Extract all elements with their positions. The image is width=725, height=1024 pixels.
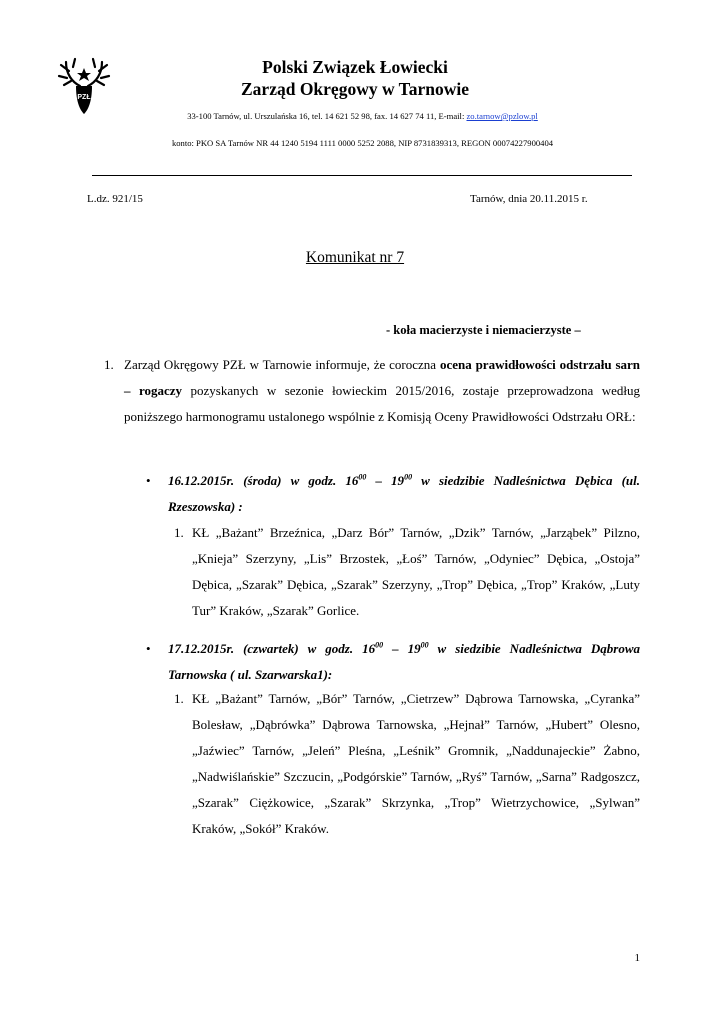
session-heading: 17.12.2015r. (czwartek) w godz. $16^{00} - 19^{00}$ w siedzibie Nadleśnictwa Dąbrowa Tarnowska ( ul. Szarwarska1):: [168, 640, 641, 682]
page-number: 1: [634, 952, 640, 964]
contact-address: [90, 110, 635, 122]
bullet-icon: •: [146, 473, 151, 488]
list-item-number: 1.: [174, 691, 184, 706]
pzl-antler-emblem-icon: [56, 56, 112, 116]
organization-name-line-2: Zarząd Okręgowy w Tarnowie: [241, 79, 469, 99]
organization-name: [200, 56, 510, 100]
organization-name-line-1: Polski Związek Łowiecki: [262, 57, 448, 77]
document-date: Tarnów, dnia 20.11.2015 r.: [470, 193, 588, 205]
intro-bold-phrase: ocena prawidłowości odstrzału sarn – rogaczy: [124, 357, 641, 398]
paragraph-number: 1.: [104, 357, 114, 372]
session-heading: 16.12.2015r. (środa) w godz. $16^{00} - 19^{00}$ w siedzibie Nadleśnictwa Dębica (ul. Rzeszowska) :: [168, 472, 640, 514]
email-link[interactable]: zo.tarnow@pzlow.pl: [466, 111, 538, 121]
svg-text:PZŁ: PZŁ: [77, 94, 91, 101]
header-divider: [92, 175, 632, 176]
reference-number: L.dz. 921/15: [87, 193, 143, 205]
list-item: KŁ „Bażant” Brzeźnica, „Darz Bór” Tarnów, „Dzik” Tarnów, „Jarząbek” Pilzno, „Knieja” Szerzyny, „Lis” Brzostek, „Łoś” Tarnów, „Odyniec” Dębica, „Ostoja” Dębica, „Szarak” Dębica, „Szarak” Szerzyny, „Trop” Dębica, „Trop” Kraków, „Luty Tur” Kraków, „Szarak” Gorlice.: [192, 525, 640, 618]
document-title: Komunikat nr 7: [305, 249, 405, 266]
intro-paragraph: Zarząd Okręgowy PZŁ w Tarnowie informuje, że coroczna ocena prawidłowości odstrzału sarn – rogaczy pozyskanych w sezonie łowieckim 2015/2016, zostaje przeprowadzona według poniższego harmonogramu ustalonego wspólnie z Komisją Oceny Prawidłowości Odstrzału ORŁ:: [124, 357, 641, 424]
list-item: KŁ „Bażant” Tarnów, „Bór” Tarnów, „Cietrzew” Dąbrowa Tarnowska, „Cyranka” Bolesław, „Dąbrówka” Dąbrowa Tarnowska, „Hejnał” Tarnów, „Hubert” Olesno, „Jaźwiec” Tarnów, „Jeleń” Pleśna, „Leśnik” Gromnik, „Naddunajeckie” Żabno, „Nadwiślańskie” Szczucin, „Podgórskie” Tarnów, „Ryś” Tarnów, „Sarna” Radgoszcz, „Szarak” Ciężkowice, „Szarak” Skrzynka, „Trop” Wietrzychowice, „Sylwan” Kraków, „Sokół” Kraków.: [192, 691, 640, 836]
bullet-icon: •: [146, 641, 151, 656]
address-text: 33-100 Tarnów, ul. Urszulańska 16, tel. 14 621 52 98, fax. 14 627 74 11, E-mail:: [187, 111, 467, 121]
document-subtitle: - koła macierzyste i niemacierzyste –: [386, 323, 581, 337]
bank-details: konto: PKO SA Tarnów NR 44 1240 5194 1111 0000 5252 2088, NIP 8731839313, REGON 00074227900404: [171, 138, 554, 148]
list-item-number: 1.: [174, 525, 184, 540]
